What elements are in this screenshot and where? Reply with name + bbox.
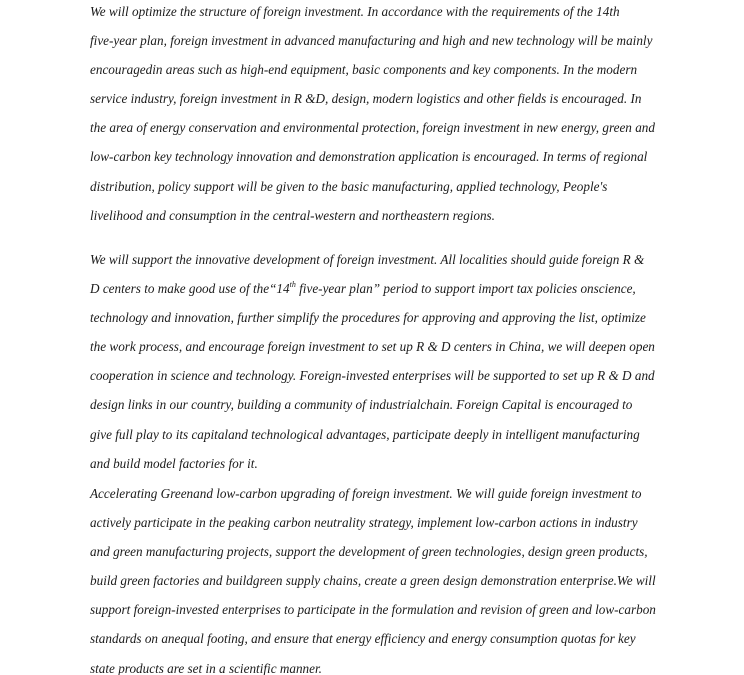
text-line: service industry, foreign investment in R &D, design, modern logistics and other fields is encouraged. In xyxy=(90,91,642,107)
text-line: five-year plan, foreign investment in advanced manufacturing and high and new technology will be mainly xyxy=(90,33,653,49)
paragraph-innovative-development xyxy=(90,245,665,478)
text-line-with-superscript xyxy=(90,274,665,303)
paragraph-green-low-carbon xyxy=(90,479,665,675)
paragraph-optimize-structure xyxy=(90,0,665,230)
text-line: cooperation in science and technology. Foreign-invested enterprises will be supported to set up R & D and xyxy=(90,368,655,384)
text-line: low-carbon key technology innovation and demonstration application is encouraged. In terms of regional xyxy=(90,149,648,165)
text-line: standards on anequal footing, and ensure that energy efficiency and energy consumption quotas for key xyxy=(90,631,636,647)
text-line: support foreign-invested enterprises to participate in the formulation and revision of green and low-carbon xyxy=(90,602,656,618)
text-line: distribution, policy support will be given to the basic manufacturing, applied technology, People's xyxy=(90,178,608,194)
text-line: design links in our country, building a community of industrialchain. Foreign Capital is encouraged to xyxy=(90,397,633,413)
text-line: the work process, and encourage foreign investment to set up R & D centers in China, we will deepen open xyxy=(90,339,655,355)
text-line: build green factories and buildgreen supply chains, create a green design demonstration enterprise.We will xyxy=(90,573,656,589)
text-line: technology and innovation, further simplify the procedures for approving and approving the list, optimize xyxy=(90,310,646,326)
superscript-ordinal: th xyxy=(289,280,296,290)
text-segment: D centers to make good use of the“14 xyxy=(90,281,290,297)
text-line: encouragedin areas such as high-end equipment, basic components and key components. In the modern xyxy=(90,62,638,78)
text-line: and build model factories for it. xyxy=(90,455,258,471)
text-line: the area of energy conservation and environmental protection, foreign investment in new energy, green and xyxy=(90,120,655,136)
text-line: give full play to its capitaland technological advantages, participate deeply in intelligent manufacturing xyxy=(90,426,640,442)
text-line: We will optimize the structure of foreign investment. In accordance with the requirements of the 14th xyxy=(90,4,620,19)
text-segment: five-year plan” period to support import tax policies onscience, xyxy=(295,281,636,297)
text-line: and green manufacturing projects, support the development of green technologies, design green products, xyxy=(90,544,648,560)
text-line: We will support the innovative development of foreign investment. All localities should guide foreign R & xyxy=(90,252,645,267)
text-line: actively participate in the peaking carbon neutrality strategy, implement low-carbon actions in industry xyxy=(90,515,638,531)
text-line: Accelerating Greenand low-carbon upgrading of foreign investment. We will guide foreign investment to xyxy=(90,486,642,501)
text-line: state products are set in a scientific manner. xyxy=(90,660,322,675)
text-line: livelihood and consumption in the central-western and northeastern regions. xyxy=(90,207,495,223)
